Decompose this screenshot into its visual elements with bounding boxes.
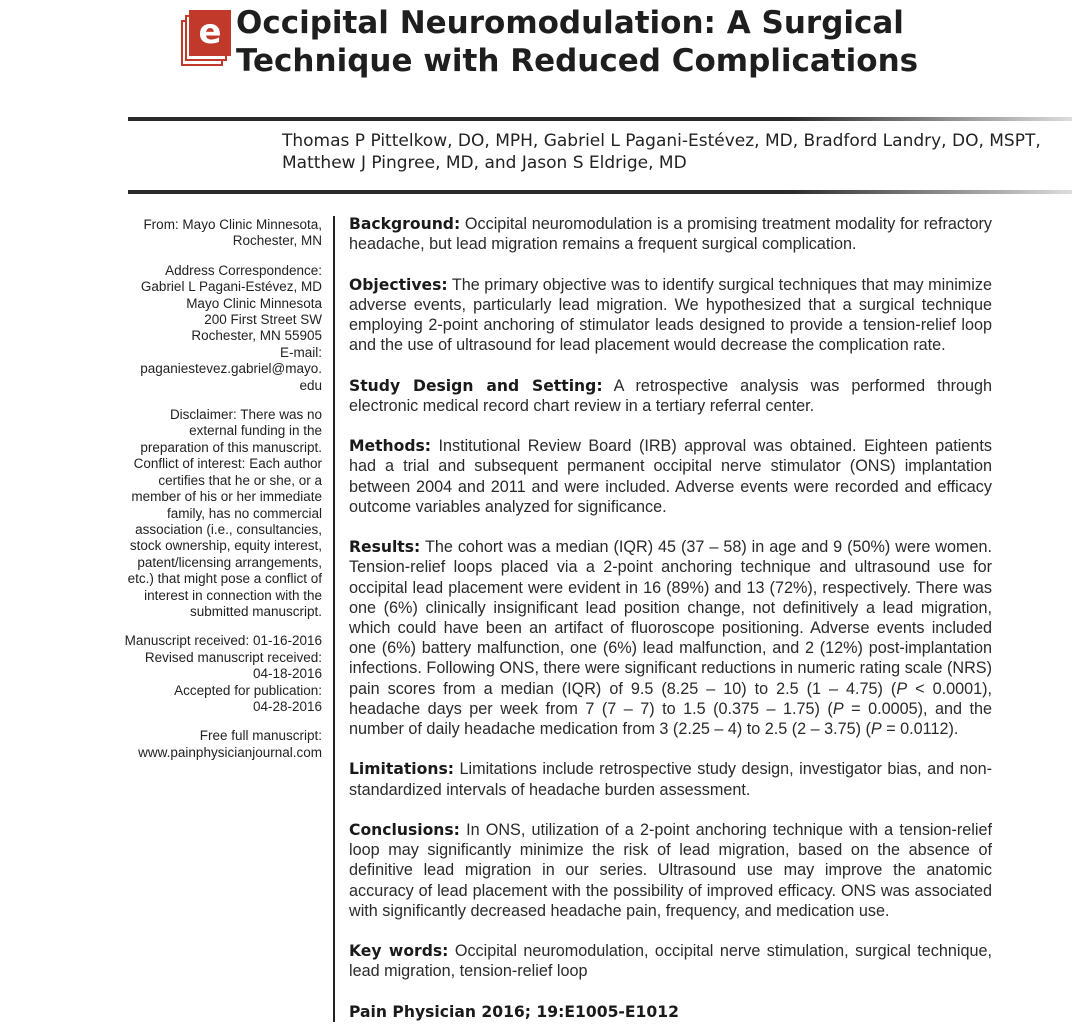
sidebar-line: Accepted for publication:: [174, 682, 322, 698]
sidebar-line: E-mail:: [279, 344, 322, 360]
sidebar-disclaimer: [120, 407, 322, 620]
sidebar-line: Rochester, MN 55905: [191, 328, 322, 344]
methods-section: [349, 436, 992, 517]
abstract: [349, 214, 992, 1022]
sidebar-line: Address Correspondence:: [165, 262, 322, 278]
section-text: = 0.0112).: [881, 720, 959, 739]
section-label: Methods:: [349, 437, 432, 456]
journal-url-link[interactable]: www.painphysicianjournal.com: [138, 744, 322, 760]
conclusions-section: [349, 820, 992, 921]
sidebar-free-manuscript: [120, 728, 322, 761]
sidebar-line: 200 First Street SW: [204, 312, 322, 328]
sidebar-line: association (i.e., consultancies,: [135, 521, 322, 537]
results-section: [349, 537, 992, 739]
sidebar-line: etc.) that might pose a conflict of: [127, 571, 322, 587]
sidebar-line: preparation of this manuscript.: [140, 439, 322, 455]
sidebar-line: family, has no commercial: [166, 505, 322, 521]
title-line-2: Technique with Reduced Complications: [236, 43, 919, 79]
e-journal-logo-icon: [181, 10, 229, 62]
section-label: Study Design and Setting:: [349, 376, 603, 395]
sidebar-line: external funding in the: [189, 423, 322, 439]
sidebar-line: member of his or her immediate: [131, 489, 322, 505]
section-label: Key words:: [349, 942, 449, 961]
section-label: Objectives:: [349, 275, 448, 294]
section-text: The cohort was a median (IQR) 45 (37 – 58) in age and 9 (50%) were women. Tension-relief loops placed via a 2-point anchoring technique and ultrasound use for occipital lead placement were evident in 16 (89%) and 13 (72%), respectively. There was one (6%) clinically insignificant lead position change, not definitively a lead migration, which could have been an artifact of fluoroscope positioning. Adverse events included one (6%) battery malfunction, one (6%) lead malfunction, and 2 (12%) post-implantation infections. Following ONS, there were significant reductions in numeric rating scale (NRS) pain scores from a median (IQR) of 9.5 (8.25 – 10) to 2.5 (1 – 4.75) (: [349, 538, 992, 698]
authors-line-1: Thomas P Pittelkow, DO, MPH, Gabriel L Pagani-Estévez, MD, Bradford Landry, DO, MSPT,: [282, 131, 1041, 151]
section-text: < 0.0001), headache days per week from 7 (7 – 7) to 1.5 (0.375 – 1.75) (: [349, 679, 992, 718]
study-design-section: [349, 376, 992, 416]
sidebar-line: Free full manuscript:: [199, 728, 322, 744]
p-value-symbol: P: [896, 679, 908, 698]
author-list: [282, 130, 1062, 174]
p-value-symbol: P: [832, 699, 844, 718]
background-section: [349, 214, 992, 254]
sidebar-line: Rochester, MN: [232, 233, 322, 249]
sidebar-line: interest in connection with the: [144, 587, 322, 603]
section-text: The primary objective was to identify surgical techniques that may minimize adverse events, particularly lead migration. We hypothesized that a surgical technique employing 2-point anchoring of stimulator leads designed to provide a tension-relief loop and the use of ultrasound for lead placement would decrease the complication rate.: [349, 275, 992, 355]
title-line-1: Occipital Neuromodulation: A Surgical: [236, 5, 904, 41]
section-text: In ONS, utilization of a 2-point anchoring technique with a tension-relief loop may significantly minimize the risk of lead migration, based on the absence of definitive lead migration in our series. Ultrasound use may improve the anatomic accuracy of lead placement with the possibility of improved efficacy. ONS was associated with significantly decreased headache pain, frequency, and medication use.: [349, 821, 992, 920]
sidebar-line: patent/licensing arrangements,: [137, 554, 322, 570]
top-divider: [128, 117, 1072, 121]
section-text: Occipital neuromodulation, occipital nerve stimulation, surgical technique, lead migration, tension-relief loop: [349, 942, 993, 981]
sidebar-line: From: Mayo Clinic Minnesota,: [143, 217, 322, 232]
section-text: Occipital neuromodulation is a promising treatment modality for refractory headache, but lead migration remains a frequent surgical complication.: [349, 215, 993, 254]
sidebar-line: Revised manuscript received:: [144, 649, 322, 665]
column-divider: [333, 216, 335, 1022]
section-text: = 0.0005), and the number of daily headache medication from 3 (2.25 – 4) to 2.5 (2 – 3.75) (: [349, 699, 992, 739]
keywords-section: [349, 941, 992, 981]
email-link-continued[interactable]: edu: [299, 377, 322, 393]
limitations-section: [349, 759, 992, 799]
bottom-divider: [128, 190, 1072, 194]
section-label: Results:: [349, 538, 421, 557]
sidebar-dates: [120, 633, 322, 715]
logo-letter: e: [189, 10, 231, 56]
authors-line-2: Matthew J Pingree, MD, and Jason S Eldrige, MD: [282, 153, 687, 173]
sidebar: [120, 217, 322, 761]
sidebar-line: Manuscript received: 01-16-2016: [124, 633, 322, 649]
sidebar-line: Conflict of interest: Each author: [133, 456, 322, 472]
sidebar-line: Gabriel L Pagani-Estévez, MD: [140, 279, 322, 295]
sidebar-line: Disclaimer: There was no: [169, 407, 322, 423]
section-label: Conclusions:: [349, 821, 460, 839]
sidebar-line: stock ownership, equity interest,: [129, 538, 322, 554]
sidebar-line: Mayo Clinic Minnesota: [186, 295, 322, 311]
article-title: [236, 4, 1056, 80]
journal-citation: Pain Physician 2016; 19:E1005-E1012: [349, 1002, 679, 1021]
sidebar-address: [120, 263, 322, 394]
email-link[interactable]: paganiestevez.gabriel@mayo.: [140, 361, 322, 377]
sidebar-line: 04-18-2016: [252, 666, 322, 682]
sidebar-line: certifies that he or she, or a: [158, 472, 322, 488]
p-value-symbol: P: [870, 720, 882, 739]
section-text: Limitations include retrospective study design, investigator bias, and non-standardized intervals of headache burden assessment.: [349, 760, 992, 799]
sidebar-line: 04-28-2016: [252, 698, 322, 714]
section-label: Limitations:: [349, 760, 454, 779]
section-text: Institutional Review Board (IRB) approval was obtained. Eighteen patients had a trial and subsequent permanent occipital nerve stimulator (ONS) implantation between 2004 and 2011 and were included. Adverse events were recorded and efficacy outcome variables analyzed for significance.: [349, 437, 992, 516]
sidebar-from: [120, 217, 322, 250]
sidebar-line: submitted manuscript.: [189, 603, 322, 619]
section-label: Background:: [349, 215, 461, 233]
objectives-section: [349, 275, 992, 356]
section-text: A retrospective analysis was performed through electronic medical record chart review in a tertiary referral center.: [349, 376, 992, 415]
